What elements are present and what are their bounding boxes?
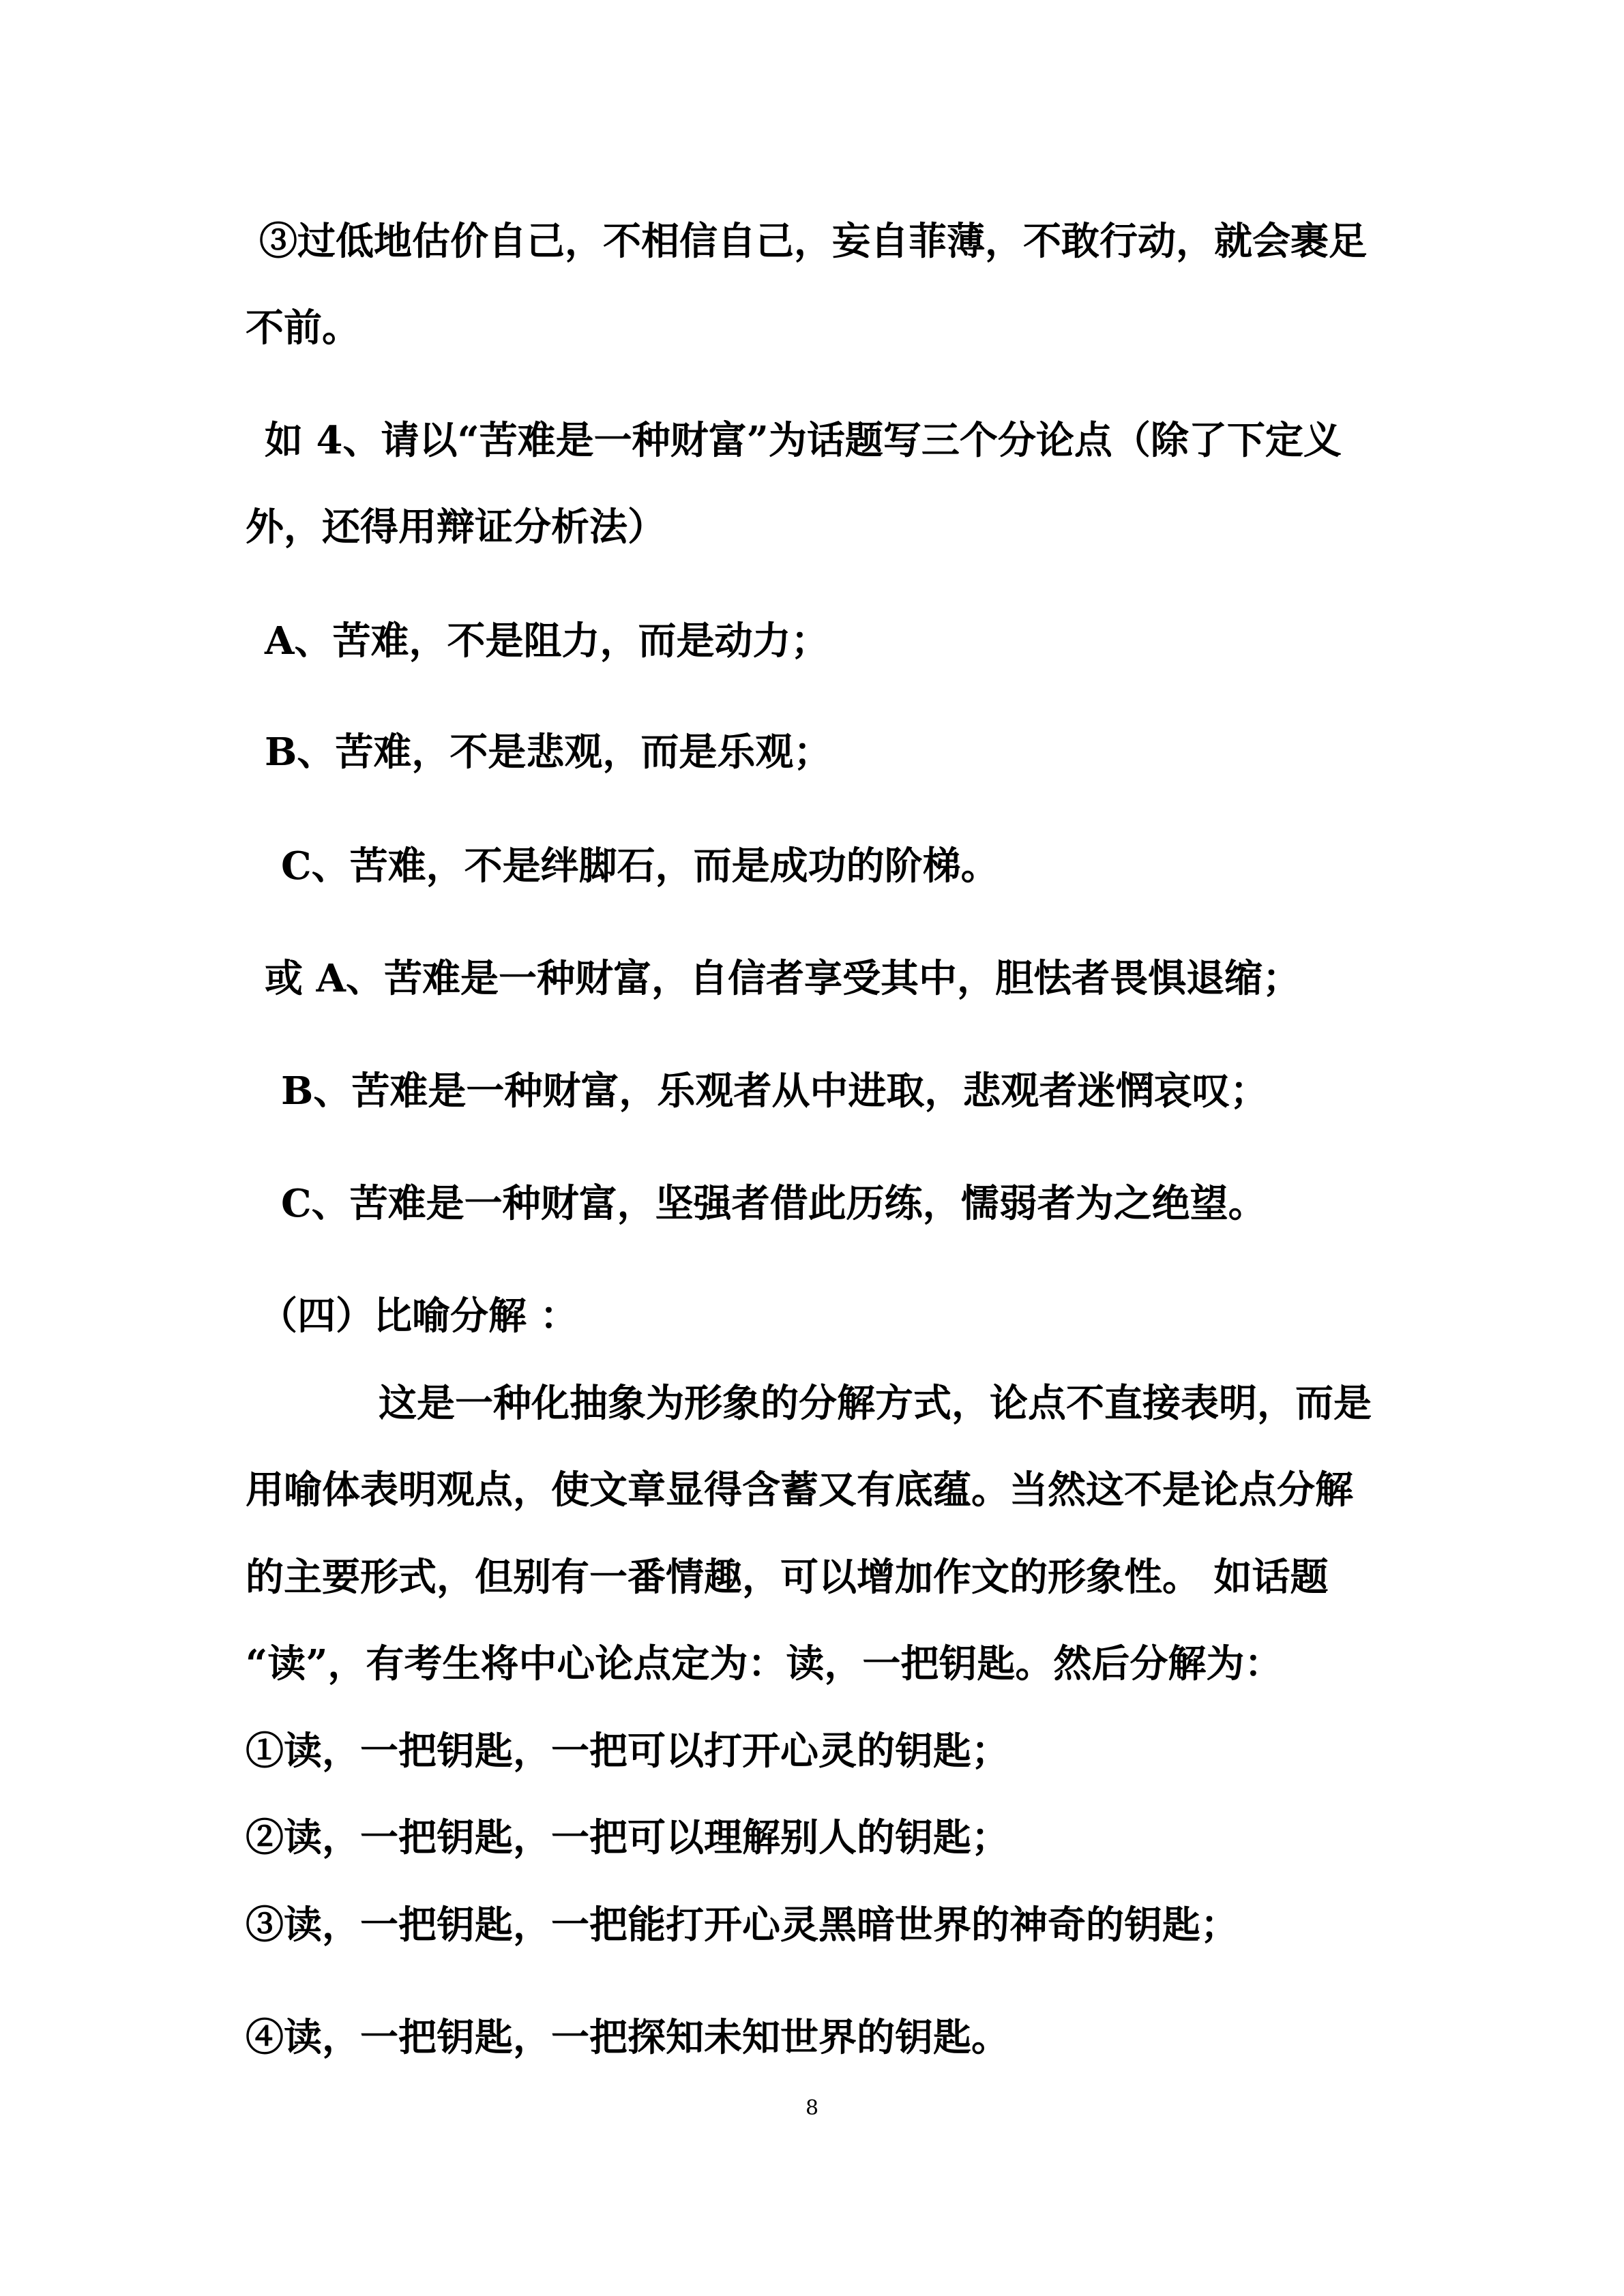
text-line: 用喻体表明观点，使文章显得含蓄又有底蕴。当然这不是论点分解 — [246, 1467, 1353, 1512]
text-line: 的主要形式，但别有一番情趣，可以增加作文的形象性。 如话题 — [246, 1555, 1329, 1600]
text-line: B、苦难，不是悲观，而是乐观； — [265, 730, 832, 775]
text-line: 不前。 — [246, 305, 360, 351]
text-line: 或 A、苦难是一种财富，自信者享受其中，胆怯者畏惧退缩； — [265, 956, 1301, 1001]
text-line: C、苦难是一种财富，坚强者借此历练，懦弱者为之绝望。 — [281, 1181, 1267, 1226]
text-line: B、苦难是一种财富，乐观者从中进取，悲观者迷惘哀叹； — [281, 1069, 1269, 1114]
text-line: （四）比喻分解 ： — [259, 1294, 578, 1339]
text-line: ③读，一把钥匙，一把能打开心灵黑暗世界的神奇的钥匙； — [246, 1903, 1239, 1948]
text-line: ①读，一把钥匙，一把可以打开心灵的钥匙； — [246, 1729, 1009, 1774]
text-line: ③过低地估价自己，不相信自己，妄自菲薄，不敢行动，就会裹足 — [259, 219, 1367, 264]
text-line: 这是一种化抽象为形象的分解方式，论点不直接表明，而是 — [379, 1381, 1372, 1426]
text-line: ②读，一把钥匙，一把可以理解别人的钥匙； — [246, 1815, 1009, 1860]
text-line: 外，还得用辩证分析法） — [246, 505, 666, 550]
page-number: 8 — [805, 2096, 819, 2120]
text-line: C、苦难，不是绊脚石，而是成功的阶梯。 — [281, 844, 999, 889]
text-line: 如 4、请以“苦难是一种财富”为话题写三个分论点（除了下定义 — [265, 418, 1342, 463]
text-line: “读”，有考生将中心论点定为：读，一把钥匙。然后分解为： — [246, 1641, 1283, 1686]
text-line: A、苦难，不是阻力，而是动力； — [265, 618, 829, 664]
text-line: ④读，一把钥匙，一把探知未知世界的钥匙。 — [246, 2015, 1009, 2060]
